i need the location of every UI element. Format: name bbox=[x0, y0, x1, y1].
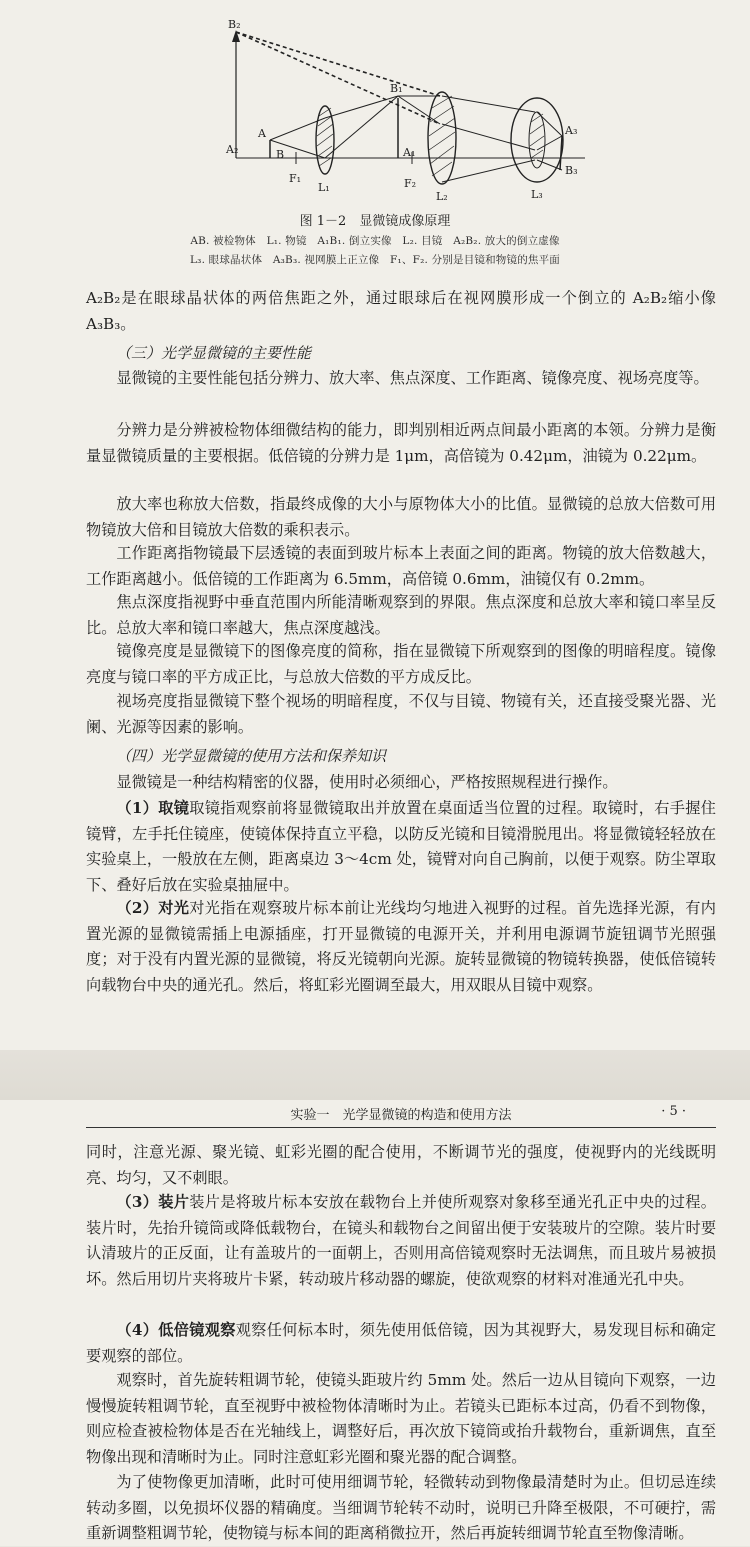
running-head bbox=[86, 1104, 716, 1123]
paragraph-usage-intro: 显微镜是一种结构精密的仪器，使用时必须细心，严格按照规程进行操作。 bbox=[116, 773, 618, 791]
paragraph-low-power bbox=[86, 1318, 716, 1369]
label-b2: B₂ bbox=[228, 18, 241, 31]
label-b1: B₁ bbox=[390, 82, 403, 95]
figure-legend-line-2: L₃. 眼球晶状体 A₃B₃. 视网膜上正立像 F₁、F₂. 分别是目镜和物镜的焦平面 bbox=[189, 254, 560, 266]
eyepiece-lens-l2 bbox=[428, 92, 456, 184]
microscope-imaging-figure bbox=[0, 0, 750, 290]
label-a1: A₁ bbox=[403, 146, 416, 159]
step-text-mount: 装片是将玻片标本安放在载物台上并使所观察对象移至通光孔正中央的过程。装片时，先抬升镜筒或降低载物台，在镜头和载物台之间留出便于安装玻片的空隙。装片时要认清玻片的正反面，让有盖玻片的一面朝上，否则用高倍镜观察时无法调焦，而且玻片易被损坏。然后用切片夹将玻片卡紧，转动玻片移动器的螺旋，使欲观察的材料对准通光孔中央。 bbox=[86, 1193, 716, 1289]
paragraph-performance-intro: 显微镜的主要性能包括分辨力、放大率、焦点深度、工作距离、镜像亮度、视场亮度等。 bbox=[116, 369, 709, 387]
section-heading-performance: （三）光学显微镜的主要性能 bbox=[116, 344, 312, 362]
label-l3: L₃ bbox=[531, 188, 543, 201]
paragraph-magnification: 放大率也称放大倍数，指最终成像的大小与原物体大小的比值。显微镜的总放大倍数可用物镜放大倍和目镜放大倍数的乘积表示。 bbox=[86, 495, 716, 539]
paragraph-fine-focus: 为了使物像更加清晰，此时可使用细调节轮，轻微转动到物像最清楚时为止。但切忌连续转动多圈，以免损坏仪器的精确度。当细调节轮转不动时，说明已升降至极限，不可硬拧，需重新调整粗调节轮，使物镜与标本间的距离稍微拉开，然后再旋转细调节轮直至物像清晰。 bbox=[86, 1473, 716, 1543]
step-title-low-power: （4）低倍镜观察 bbox=[116, 1321, 236, 1339]
paragraph-field-brightness: 视场亮度指显微镜下整个视场的明暗程度，不仅与目镜、物镜有关，还直接受聚光器、光阑、光源等因素的影响。 bbox=[86, 692, 716, 736]
paragraph-image-formation: A₂B₂是在眼球晶状体的两倍焦距之外，通过眼球后在视网膜形成一个倒立的 A₂B₂缩小像 A₃B₃。 bbox=[86, 289, 716, 333]
label-f2: F₂ bbox=[404, 177, 417, 190]
label-b3: B₃ bbox=[565, 164, 578, 177]
label-a2: A₂ bbox=[226, 143, 239, 156]
ray-diagram bbox=[0, 0, 750, 210]
running-head-title: 实验一 光学显微镜的构造和使用方法 bbox=[290, 1108, 512, 1123]
label-a3: A₃ bbox=[565, 124, 578, 137]
step-title-mount: （3）装片 bbox=[116, 1193, 190, 1211]
step-title-take: （1）取镜 bbox=[116, 799, 190, 817]
page-gap bbox=[0, 1050, 750, 1100]
paragraph-light-continued: 同时，注意光源、聚光镜、虹彩光圈的配合使用，不断调节光的强度，使视野内的光线既明亮、均匀，又不刺眼。 bbox=[86, 1143, 716, 1187]
label-f1: F₁ bbox=[289, 172, 302, 185]
page-number: · 5 · bbox=[661, 1104, 686, 1119]
figure-caption: 图 1－2 显微镜成像原理 bbox=[299, 214, 451, 229]
paragraph-light-adjust bbox=[86, 896, 716, 999]
paragraph-resolution: 分辨力是分辨被检物体细微结构的能力，即判别相近两点间最小距离的本领。分辨力是衡量显微镜质量的主要根据。低倍镜的分辨力是 1μm，高倍镜为 0.42μm，油镜为 0.22μm。 bbox=[86, 421, 716, 465]
paragraph-working-distance: 工作距离指物镜最下层透镜的表面到玻片标本上表面之间的距离。物镜的放大倍数越大，工作距离越小。低倍镜的工作距离为 6.5mm，高倍镜 0.6mm，油镜仅有 0.2mm。 bbox=[86, 544, 716, 588]
label-l2: L₂ bbox=[436, 190, 448, 203]
label-l1: L₁ bbox=[318, 181, 330, 194]
paragraph-take-microscope bbox=[86, 796, 716, 899]
section-heading-usage: （四）光学显微镜的使用方法和保养知识 bbox=[116, 747, 387, 765]
label-a: A bbox=[258, 127, 266, 140]
dashed-ray-2 bbox=[236, 32, 440, 124]
header-rule bbox=[86, 1127, 716, 1128]
paragraph-image-brightness: 镜像亮度是显微镜下的图像亮度的简称，指在显微镜下所观察到的图像的明暗程度。镜像亮度与镜口率的平方成正比，与总放大倍数的平方成反比。 bbox=[86, 642, 716, 686]
step-text-low-power: 观察任何标本时，须先使用低倍镜，因为其视野大，易发现目标和确定要观察的部位。 bbox=[86, 1321, 716, 1365]
paragraph-coarse-focus: 观察时，首先旋转粗调节轮，使镜头距玻片约 5mm 处。然后一边从目镜向下观察，一边慢慢旋转粗调节轮，直至视野中被检物体清晰时为止。若镜头已距标本过高，仍看不到物像，则应检查被检物体是否在光轴线上，调整好后，再次放下镜筒或抬升载物台，重新调焦，直至物像出现和清晰时为止。同时注意虹彩光圈和聚光器的配合调整。 bbox=[86, 1371, 716, 1467]
paragraph-focal-depth: 焦点深度指视野中垂直范围内所能清晰观察到的界限。焦点深度和总放大率和镜口率呈反比。总放大率和镜口率越大，焦点深度越浅。 bbox=[86, 593, 716, 637]
retina-image-arrow bbox=[560, 136, 562, 170]
paragraph-mount-slide bbox=[86, 1190, 716, 1293]
label-b: B bbox=[276, 148, 285, 161]
step-text-light: 对光指在观察玻片标本前让光线均匀地进入视野的过程。首先选择光源，有内置光源的显微镜需插上电源插座，打开显微镜的电源开关，并利用电源调节旋钮调节光照强度；对于没有内置光源的显微镜，将反光镜朝向光源。旋转显微镜的物镜转换器，使低倍镜转向载物台中央的通光孔。然后，将虹彩光圈调至最大，用双眼从目镜中观察。 bbox=[86, 899, 716, 995]
step-title-light: （2）对光 bbox=[116, 899, 190, 917]
step-text-take: 取镜指观察前将显微镜取出并放置在桌面适当位置的过程。取镜时，右手握住镜臂，左手托住镜座，使镜体保持直立平稳，以防反光镜和目镜滑脱甩出。将显微镜轻轻放在实验桌上，一般放在左侧，距离桌边 3～4cm 处，镜臂对向自己胸前，以便于观察。防尘罩取下、叠好后放在实验桌抽屉中。 bbox=[86, 799, 716, 895]
figure-legend-line-1: AB. 被检物体 L₁. 物镜 A₁B₁. 倒立实像 L₂. 目镜 A₂B₂. 放大的倒立虚像 bbox=[190, 235, 560, 247]
dashed-ray-1 bbox=[236, 32, 440, 96]
